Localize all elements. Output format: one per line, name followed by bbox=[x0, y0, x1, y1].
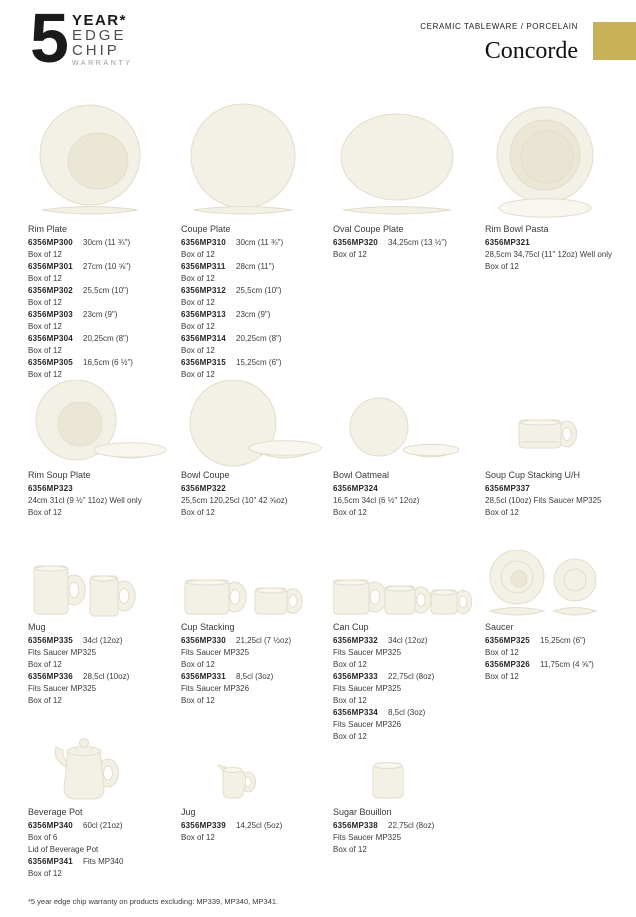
cups-stacking-image bbox=[181, 550, 331, 620]
footnote: *5 year edge chip warranty on products excluding: MP339, MP340, MP341. bbox=[28, 897, 279, 906]
product-sku-row bbox=[181, 671, 331, 683]
spec: Fits Saucer MP325 bbox=[28, 648, 97, 657]
can-cups-image bbox=[333, 550, 483, 620]
product-info-row bbox=[181, 495, 331, 507]
sku: 6356MP326 bbox=[485, 660, 530, 669]
product-info-row bbox=[181, 345, 331, 357]
sugar-bouillon-image bbox=[333, 727, 483, 805]
product-info-row bbox=[333, 844, 483, 856]
spec: Box of 12 bbox=[333, 732, 367, 741]
product-art-svg bbox=[28, 380, 173, 468]
spec: Box of 12 bbox=[333, 696, 367, 705]
product-info-row bbox=[333, 647, 483, 659]
product-art-svg bbox=[333, 100, 478, 222]
product-sku-row bbox=[485, 483, 635, 495]
badge-line-edge: EDGE bbox=[71, 27, 127, 44]
product-info-row bbox=[485, 249, 635, 261]
product-sku-row bbox=[181, 309, 331, 321]
jug-image bbox=[181, 727, 331, 805]
product-info-row bbox=[181, 273, 331, 285]
spec: Box of 12 bbox=[181, 274, 215, 283]
sku: 6356MP338 bbox=[333, 821, 378, 830]
product-name: Rim Soup Plate bbox=[28, 470, 91, 480]
product-info-row bbox=[181, 659, 331, 671]
spec: Fits Saucer MP325 bbox=[333, 833, 402, 842]
spec: Fits Saucer MP325 bbox=[181, 648, 250, 657]
spec: 28cm (11") bbox=[236, 262, 275, 271]
spec: 25,5cm (10") bbox=[83, 286, 129, 295]
product-name: Mug bbox=[28, 622, 46, 632]
product-art-svg bbox=[333, 550, 478, 620]
product-name: Coupe Plate bbox=[181, 224, 231, 234]
product-name: Bowl Oatmeal bbox=[333, 470, 390, 480]
product-info-row bbox=[181, 321, 331, 333]
spec: Box of 12 bbox=[181, 660, 215, 669]
product-art-svg bbox=[181, 380, 326, 468]
product-sku-row bbox=[333, 820, 483, 832]
sku: 6356MP303 bbox=[28, 310, 73, 319]
sku: 6356MP305 bbox=[28, 358, 73, 367]
spec: Box of 12 bbox=[28, 696, 62, 705]
sku: 6356MP341 bbox=[28, 857, 73, 866]
spec: Box of 12 bbox=[181, 250, 215, 259]
sku: 6356MP333 bbox=[333, 672, 378, 681]
product-sku-row bbox=[181, 820, 331, 832]
rim-plate-image bbox=[28, 100, 178, 222]
sku: 6356MP301 bbox=[28, 262, 73, 271]
spec: Box of 12 bbox=[28, 370, 62, 379]
spec: Lid of Beverage Pot bbox=[28, 845, 99, 854]
product-info-row bbox=[28, 659, 178, 671]
spec: 16,5cm 34cl (6 ½" 12oz) bbox=[333, 496, 420, 505]
spec: Fits Saucer MP326 bbox=[181, 684, 250, 693]
product-info-row bbox=[485, 671, 635, 683]
page-header bbox=[420, 22, 578, 65]
product-cell bbox=[28, 550, 178, 707]
product-info-row bbox=[28, 868, 178, 880]
spec: Fits MP340 bbox=[83, 857, 124, 866]
spec: 25,5cm 120,25cl (10" 42 ⅝oz) bbox=[181, 496, 288, 505]
product-sku-row bbox=[28, 671, 178, 683]
spec: 30cm (11 ¾") bbox=[236, 238, 284, 247]
product-sku-row bbox=[181, 261, 331, 273]
product-art-svg bbox=[181, 727, 326, 805]
product-info-row bbox=[181, 507, 331, 519]
product-info-row bbox=[181, 297, 331, 309]
product-sku-row bbox=[28, 483, 178, 495]
product-cell bbox=[333, 727, 483, 856]
spec: Box of 12 bbox=[28, 250, 62, 259]
warranty-text-block bbox=[72, 13, 133, 68]
rim-soup-plate-image bbox=[28, 380, 178, 468]
spec: Box of 12 bbox=[181, 696, 215, 705]
product-cell bbox=[181, 550, 331, 707]
product-sku-row bbox=[181, 357, 331, 369]
product-cell bbox=[28, 380, 178, 519]
spec: Box of 12 bbox=[181, 298, 215, 307]
sku: 6356MP320 bbox=[333, 238, 378, 247]
spec: Box of 12 bbox=[28, 298, 62, 307]
product-info-row bbox=[28, 321, 178, 333]
product-cell bbox=[181, 100, 331, 381]
spec: Fits Saucer MP325 bbox=[333, 684, 402, 693]
spec: Box of 12 bbox=[181, 346, 215, 355]
spec: 20,25cm (8") bbox=[236, 334, 282, 343]
sku: 6356MP325 bbox=[485, 636, 530, 645]
spec: 60cl (21oz) bbox=[83, 821, 123, 830]
product-cell bbox=[333, 550, 483, 743]
spec: Box of 12 bbox=[485, 262, 519, 271]
product-info-row bbox=[333, 495, 483, 507]
sku: 6356MP310 bbox=[181, 238, 226, 247]
spec: Box of 12 bbox=[485, 508, 519, 517]
spec: 15,25cm (6") bbox=[540, 636, 586, 645]
sku: 6356MP322 bbox=[181, 484, 226, 493]
product-info-row bbox=[28, 345, 178, 357]
product-info-row bbox=[485, 495, 635, 507]
spec: Box of 12 bbox=[28, 346, 62, 355]
spec: Box of 12 bbox=[333, 845, 367, 854]
spec: 22,75cl (8oz) bbox=[388, 672, 435, 681]
product-info-row bbox=[181, 832, 331, 844]
spec: Fits Saucer MP326 bbox=[333, 720, 402, 729]
spec: 24cm 31cl (9 ½" 11oz) Well only bbox=[28, 496, 142, 505]
product-info-row bbox=[333, 249, 483, 261]
product-name: Rim Bowl Pasta bbox=[485, 224, 549, 234]
spec: 28,5cl (10oz) Fits Saucer MP325 bbox=[485, 496, 602, 505]
sku: 6356MP311 bbox=[181, 262, 226, 271]
warranty-badge bbox=[30, 0, 133, 77]
product-sku-row bbox=[181, 635, 331, 647]
product-info-row bbox=[28, 507, 178, 519]
warranty-number: 5 bbox=[30, 0, 67, 77]
spec: 11,75cm (4 ⅝") bbox=[540, 660, 594, 669]
product-info-row bbox=[333, 683, 483, 695]
spec: 22,75cl (8oz) bbox=[388, 821, 435, 830]
spec: 15,25cm (6") bbox=[236, 358, 282, 367]
spec: Fits Saucer MP325 bbox=[28, 684, 97, 693]
product-cell bbox=[181, 727, 331, 844]
sku: 6356MP331 bbox=[181, 672, 226, 681]
product-info-row bbox=[333, 832, 483, 844]
product-sku-row bbox=[28, 856, 178, 868]
product-sku-row bbox=[28, 635, 178, 647]
collection-color-tab bbox=[593, 22, 636, 60]
spec: 14,25cl (5oz) bbox=[236, 821, 283, 830]
sku: 6356MP300 bbox=[28, 238, 73, 247]
product-name: Saucer bbox=[485, 622, 514, 632]
category-label: CERAMIC TABLEWARE / PORCELAIN bbox=[420, 22, 578, 31]
spec: 34cl (12oz) bbox=[83, 636, 123, 645]
product-info-row bbox=[333, 507, 483, 519]
sku: 6356MP337 bbox=[485, 484, 530, 493]
product-info-row bbox=[28, 832, 178, 844]
spec: 34cl (12oz) bbox=[388, 636, 428, 645]
sku: 6356MP321 bbox=[485, 238, 530, 247]
sku: 6356MP304 bbox=[28, 334, 73, 343]
product-name: Rim Plate bbox=[28, 224, 68, 234]
spec: 8,5cl (3oz) bbox=[388, 708, 426, 717]
product-sku-row bbox=[485, 659, 635, 671]
coupe-plate-image bbox=[181, 100, 331, 222]
product-info-row bbox=[333, 695, 483, 707]
spec: 16,5cm (6 ½") bbox=[83, 358, 133, 367]
product-cell bbox=[333, 100, 483, 261]
spec: Box of 12 bbox=[181, 508, 215, 517]
product-cell bbox=[485, 550, 635, 683]
product-art-svg bbox=[28, 550, 173, 620]
badge-line-chip: CHIP bbox=[71, 42, 120, 59]
spec: 30cm (11 ¾") bbox=[83, 238, 131, 247]
product-sku-row bbox=[333, 483, 483, 495]
sku: 6356MP313 bbox=[181, 310, 226, 319]
product-info-row bbox=[28, 273, 178, 285]
product-art-svg bbox=[485, 380, 630, 468]
product-cell bbox=[181, 380, 331, 519]
beverage-pot-image bbox=[28, 727, 178, 805]
saucers-image bbox=[485, 550, 635, 620]
product-art-svg bbox=[485, 100, 630, 222]
spec: 23cm (9") bbox=[83, 310, 118, 319]
spec: Box of 12 bbox=[28, 508, 62, 517]
product-art-svg bbox=[485, 550, 630, 620]
product-info-row bbox=[28, 844, 178, 856]
product-sku-row bbox=[333, 635, 483, 647]
spec: 28,5cm 34,75cl (11" 12oz) Well only bbox=[485, 250, 613, 259]
product-cell bbox=[28, 727, 178, 880]
product-name: Soup Cup Stacking U/H bbox=[485, 470, 581, 480]
spec: 21,25cl (7 ½oz) bbox=[236, 636, 292, 645]
product-cell bbox=[28, 100, 178, 381]
product-info-row bbox=[181, 647, 331, 659]
product-art-svg bbox=[28, 727, 173, 805]
bowl-oatmeal-image bbox=[333, 380, 483, 468]
product-sku-row bbox=[485, 635, 635, 647]
badge-line-warranty: WARRANTY bbox=[71, 60, 133, 67]
product-sku-row bbox=[28, 285, 178, 297]
badge-line-year: YEAR* bbox=[71, 12, 127, 29]
product-sku-row bbox=[28, 237, 178, 249]
product-sku-row bbox=[485, 237, 635, 249]
product-sku-row bbox=[333, 707, 483, 719]
bowl-coupe-image bbox=[181, 380, 331, 468]
product-art-svg bbox=[181, 550, 326, 620]
sku: 6356MP315 bbox=[181, 358, 226, 367]
spec: 27cm (10 ⅝") bbox=[83, 262, 131, 271]
product-sku-row bbox=[333, 671, 483, 683]
spec: Box of 12 bbox=[28, 322, 62, 331]
product-sku-row bbox=[28, 261, 178, 273]
sku: 6356MP330 bbox=[181, 636, 226, 645]
sku: 6356MP332 bbox=[333, 636, 378, 645]
sku: 6356MP323 bbox=[28, 484, 73, 493]
spec: Box of 6 bbox=[28, 833, 58, 842]
spec: 23cm (9") bbox=[236, 310, 271, 319]
spec: 8,5cl (3oz) bbox=[236, 672, 274, 681]
product-name: Jug bbox=[181, 807, 196, 817]
spec: 34,25cm (13 ½") bbox=[388, 238, 447, 247]
sku: 6356MP340 bbox=[28, 821, 73, 830]
product-art-svg bbox=[333, 727, 478, 805]
spec: Box of 12 bbox=[485, 672, 519, 681]
mugs-image bbox=[28, 550, 178, 620]
rim-bowl-pasta-image bbox=[485, 100, 635, 222]
spec: Box of 12 bbox=[181, 370, 215, 379]
product-art-svg bbox=[28, 100, 173, 222]
product-info-row bbox=[28, 249, 178, 261]
product-sku-row bbox=[181, 483, 331, 495]
spec: Box of 12 bbox=[28, 869, 62, 878]
product-name: Bowl Coupe bbox=[181, 470, 230, 480]
product-info-row bbox=[485, 507, 635, 519]
collection-title: Concorde bbox=[484, 38, 578, 64]
product-art-svg bbox=[333, 380, 478, 468]
spec: Fits Saucer MP325 bbox=[333, 648, 402, 657]
sku: 6356MP334 bbox=[333, 708, 378, 717]
product-info-row bbox=[333, 659, 483, 671]
sku: 6356MP312 bbox=[181, 286, 226, 295]
spec: Box of 12 bbox=[28, 274, 62, 283]
product-sku-row bbox=[181, 333, 331, 345]
product-info-row bbox=[28, 683, 178, 695]
product-sku-row bbox=[181, 285, 331, 297]
sku: 6356MP335 bbox=[28, 636, 73, 645]
soup-cup-stacking-image bbox=[485, 380, 635, 468]
product-info-row bbox=[28, 695, 178, 707]
product-sku-row bbox=[333, 237, 483, 249]
product-info-row bbox=[485, 647, 635, 659]
product-sku-row bbox=[181, 237, 331, 249]
spec: 20,25cm (8") bbox=[83, 334, 129, 343]
product-name: Beverage Pot bbox=[28, 807, 83, 817]
product-info-row bbox=[28, 297, 178, 309]
spec: Box of 12 bbox=[333, 250, 367, 259]
sku: 6356MP339 bbox=[181, 821, 226, 830]
product-sku-row bbox=[28, 309, 178, 321]
sku: 6356MP314 bbox=[181, 334, 226, 343]
product-sku-row bbox=[28, 820, 178, 832]
product-sku-row bbox=[28, 357, 178, 369]
product-cell bbox=[485, 380, 635, 519]
spec: Box of 12 bbox=[333, 508, 367, 517]
oval-coupe-plate-image bbox=[333, 100, 483, 222]
spec: 25,5cm (10") bbox=[236, 286, 282, 295]
product-cell bbox=[333, 380, 483, 519]
spec: Box of 12 bbox=[333, 660, 367, 669]
product-info-row bbox=[28, 647, 178, 659]
spec: Box of 12 bbox=[181, 833, 215, 842]
spec: Box of 12 bbox=[485, 648, 519, 657]
product-info-row bbox=[181, 695, 331, 707]
spec: Box of 12 bbox=[181, 322, 215, 331]
sku: 6356MP324 bbox=[333, 484, 378, 493]
sku: 6356MP336 bbox=[28, 672, 73, 681]
product-name: Can Cup bbox=[333, 622, 369, 632]
product-info-row bbox=[181, 683, 331, 695]
spec: 28,5cl (10oz) bbox=[83, 672, 130, 681]
product-name: Cup Stacking bbox=[181, 622, 235, 632]
product-name: Oval Coupe Plate bbox=[333, 224, 404, 234]
product-sku-row bbox=[28, 333, 178, 345]
product-info-row bbox=[485, 261, 635, 273]
sku: 6356MP302 bbox=[28, 286, 73, 295]
product-info-row bbox=[181, 249, 331, 261]
spec: Box of 12 bbox=[28, 660, 62, 669]
product-cell bbox=[485, 100, 635, 273]
product-art-svg bbox=[181, 100, 326, 222]
product-info-row bbox=[28, 495, 178, 507]
product-name: Sugar Bouillon bbox=[333, 807, 392, 817]
